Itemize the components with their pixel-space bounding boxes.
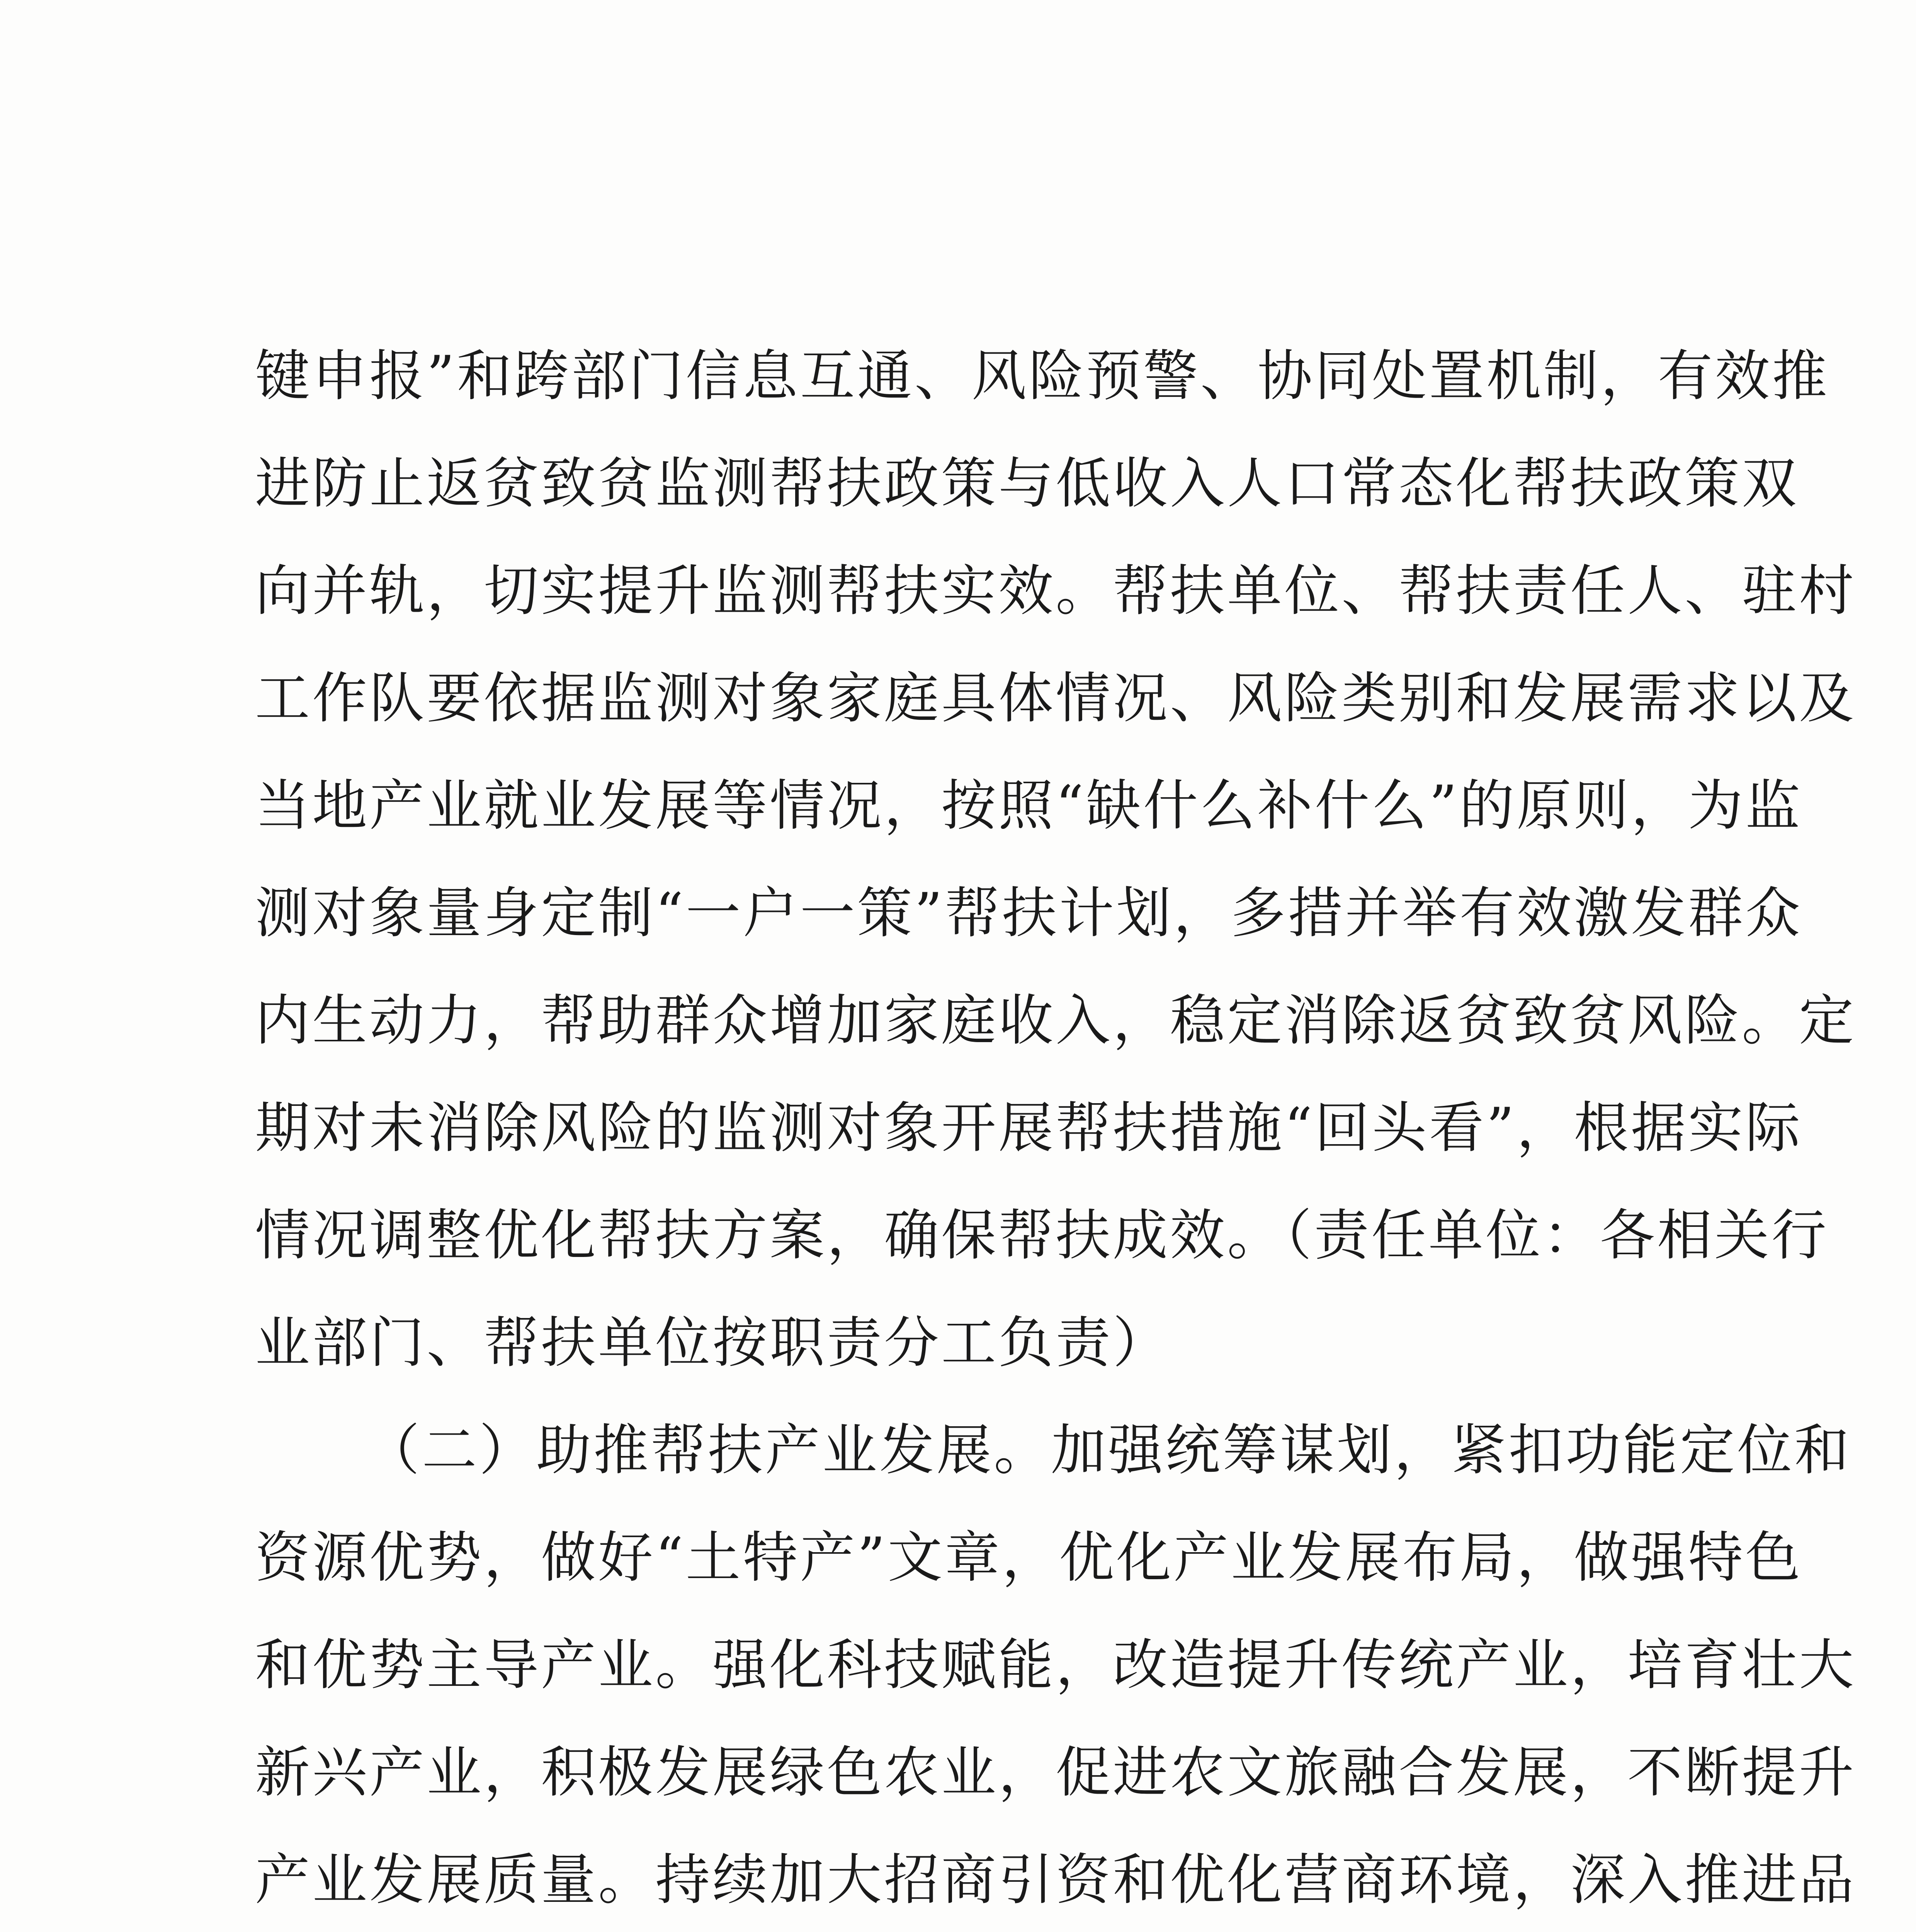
text-line: 和优势主导产业。强化科技赋能，改造提升传统产业，培育壮大 <box>255 1633 1856 1697</box>
text-line: 当地产业就业发展等情况，按照“缺什么补什么”的原则，为监 <box>255 774 1803 838</box>
text-line: 资源优势，做好“土特产”文章，优化产业发展布局，做强特色 <box>255 1526 1803 1590</box>
text-line: 内生动力，帮助群众增加家庭收入，稳定消除返贫致贫风险。定 <box>255 989 1856 1053</box>
text-line: 工作队要依据监测对象家庭具体情况、风险类别和发展需求以及 <box>255 667 1856 730</box>
body-text <box>255 323 1856 1932</box>
section-heading-line: （二）助推帮扶产业发展。加强统筹谋划，紧扣功能定位和 <box>365 1418 1851 1482</box>
text-line: 情况调整优化帮扶方案，确保帮扶成效。（责任单位：各相关行 <box>255 1204 1829 1267</box>
text-line: 新兴产业，积极发展绿色农业，促进农文旅融合发展，不断提升 <box>255 1741 1856 1804</box>
text-line: 键申报”和跨部门信息互通、风险预警、协同处置机制，有效推 <box>255 344 1829 408</box>
text-line: 测对象量身定制“一户一策”帮扶计划，多措并举有效激发群众 <box>255 881 1803 945</box>
text-line: 向并轨，切实提升监测帮扶实效。帮扶单位、帮扶责任人、驻村 <box>255 559 1856 623</box>
text-line: 产业发展质量。持续加大招商引资和优化营商环境，深入推进品 <box>255 1848 1856 1912</box>
text-line: 业部门、帮扶单位按职责分工负责） <box>255 1311 1170 1375</box>
text-line: 进防止返贫致贫监测帮扶政策与低收入人口常态化帮扶政策双 <box>255 452 1799 515</box>
text-line: 期对未消除风险的监测对象开展帮扶措施“回头看”，根据实际 <box>255 1096 1803 1160</box>
